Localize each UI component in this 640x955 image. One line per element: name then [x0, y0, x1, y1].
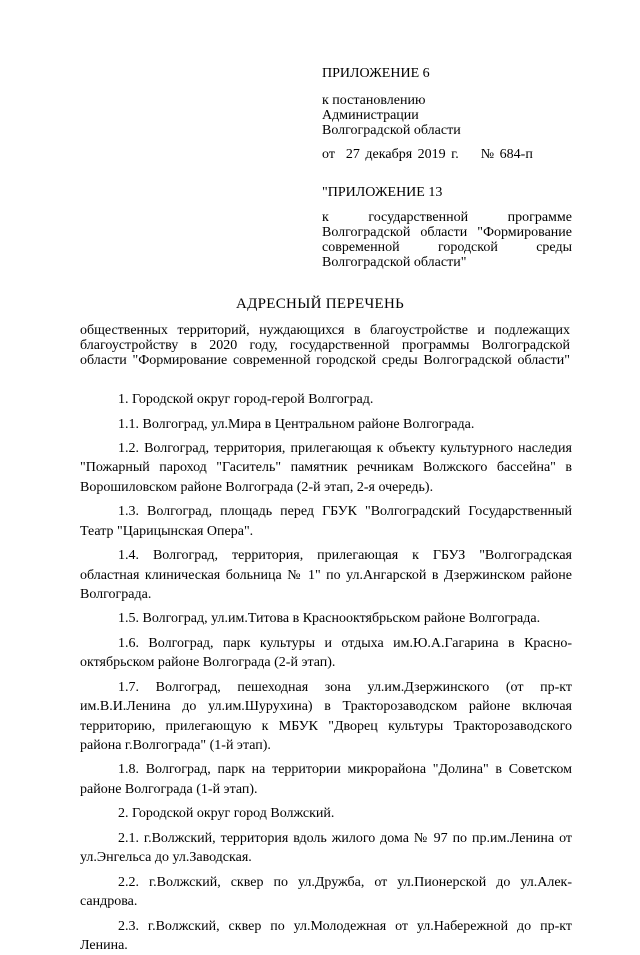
- appendix-13-text-body: к государственной программе Волгоградской области "Формирование современной городской среды: [322, 210, 572, 255]
- appendix-13-title: "ПРИЛОЖЕНИЕ 13: [322, 185, 443, 200]
- list-item: 1.5. Волгоград, ул.им.Титова в Краснооктябрьском районе Волгограда.: [118, 611, 541, 627]
- list-item: 1.8. Волгоград, парк на территории микрорайона "Долина" в Советском районе Волгограда (1-й этап).: [80, 762, 572, 797]
- document-subtitle: [80, 323, 570, 368]
- document-title: АДРЕСНЫЙ ПЕРЕЧЕНЬ: [235, 296, 405, 312]
- list-item: 1.7. Волгоград, пешеходная зона ул.им.Дзержинского (от пр-кт им.В.И.Ленина до ул.им.Шурухина) в Тракторозаводском районе включая территорию, прилегающую к МБУК "Дворец культуры Тракторозаводского района г.Волгограда" (1-й этап).: [80, 679, 572, 753]
- list-item: 2. Городской округ город Волжский.: [118, 806, 335, 822]
- appendix-6-title: ПРИЛОЖЕНИЕ 6: [322, 66, 430, 81]
- list-item: 1.3. Волгоград, площадь перед ГБУК "Волгоградский Государственный Театр "Царицынская Опера".: [80, 504, 572, 539]
- appendix-6-line: Волгоградской области: [322, 123, 461, 138]
- list-item: 1.2. Волгоград, территория, прилегающая к объекту культурного наследия "Пожарный пароход "Гаситель" памятник речникам Волжского бассейна" в Ворошиловском районе Волгограда (2-й этап, 2-я очередь).: [80, 441, 572, 495]
- address-list: [80, 390, 572, 955]
- list-item: 1. Городской округ город-герой Волгоград.: [118, 392, 374, 407]
- subtitle-line: благоустройству в 2020 году, государственной программы Волгоградской: [80, 338, 570, 353]
- list-item: 1.1. Волгоград, ул.Мира в Центральном районе Волгограда.: [118, 416, 475, 432]
- list-item: 2.3. г.Волжский, сквер по ул.Молодежная от ул.Набережной до пр-кт Ленина.: [80, 918, 572, 953]
- appendix-6-line: к постановлению: [322, 93, 426, 108]
- subtitle-line: области "Формирование современной городской среды Волгоградской области": [80, 353, 570, 368]
- appendix-6-line: Администрации: [322, 108, 419, 123]
- appendix-6-date-number: от 27 декабря 2019 г. № 684-п: [322, 147, 533, 162]
- appendix-6-basis: [322, 93, 572, 138]
- subtitle-line: общественных территорий, нуждающихся в благоустройстве и подлежащих: [80, 323, 570, 338]
- list-item: 2.1. г.Волжский, территория вдоль жилого дома № 97 по пр.им.Ленина от ул.Энгельса до ул.Заводская.: [80, 830, 572, 866]
- list-item: 1.6. Волгоград, парк культуры и отдыха им.Ю.А.Гагарина в Красно-октябрьском районе Волгограда (2-й этап).: [80, 636, 572, 671]
- appendix-13-text-last: Волгоградской области": [322, 255, 467, 270]
- list-item: 1.4. Волгоград, территория, прилегающая к ГБУЗ "Волгоградская областная клиническая больница № 1" по ул.Ангарской в Дзержинском районе Волгограда.: [80, 548, 572, 602]
- appendix-13-text: [322, 210, 572, 270]
- list-item: 2.2. г.Волжский, сквер по ул.Дружба, от ул.Пионерской до ул.Алек-сандрова.: [80, 874, 572, 910]
